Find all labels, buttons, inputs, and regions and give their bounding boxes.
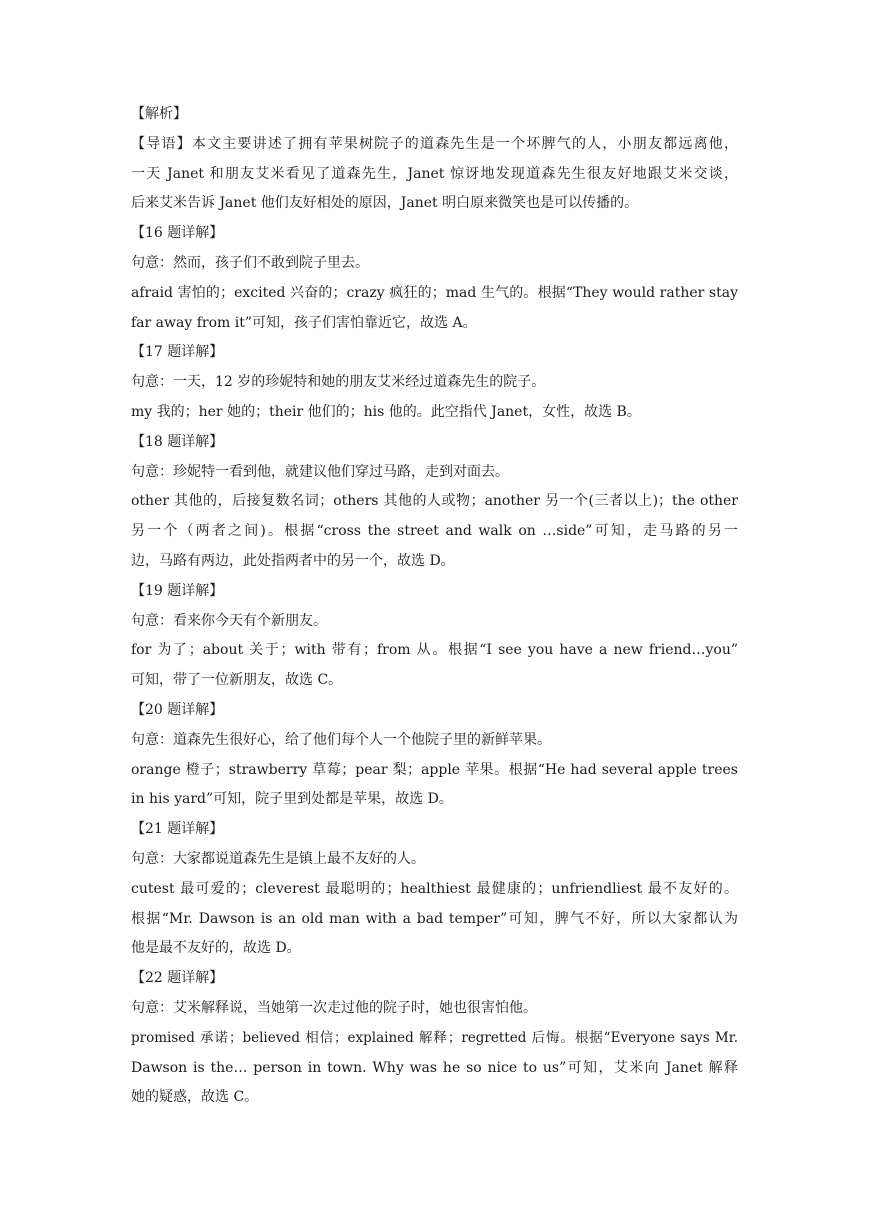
q16-heading: 【16 题详解】 xyxy=(131,225,224,242)
q20-meaning: 句意：道森先生很好心，给了他们每个人一个他院子里的新鲜苹果。 xyxy=(131,731,551,748)
q16-meaning: 句意：然而，孩子们不敢到院子里去。 xyxy=(131,254,369,271)
q20-explanation-line: orange 橙子；strawberry 草莓；pear 梨；apple 苹果。根据“He had several apple trees xyxy=(131,761,738,778)
q17-meaning: 句意：一天，12 岁的珍妮特和她的朋友艾米经过道森先生的院子。 xyxy=(131,374,546,391)
q22-explanation-line: promised 承诺；believed 相信；explained 解释；regretted 后悔。根据“Everyone says Mr. xyxy=(131,1029,738,1046)
q17-heading: 【17 题详解】 xyxy=(131,344,224,361)
q22-explanation-line: 她的疑惑，故选 C。 xyxy=(131,1089,259,1106)
q19-meaning: 句意：看来你今天有个新朋友。 xyxy=(131,612,327,629)
q20-heading: 【20 题详解】 xyxy=(131,701,224,718)
q20-explanation-line: in his yard”可知，院子里到处都是苹果，故选 D。 xyxy=(131,791,453,808)
q21-explanation-line: cutest 最可爱的；cleverest 最聪明的；healthiest 最健康的；unfriendliest 最不友好的。 xyxy=(131,880,738,897)
q22-meaning: 句意：艾米解释说，当她第一次走过他的院子时，她也很害怕他。 xyxy=(131,999,537,1016)
q17-explanation-line: my 我的；her 她的；their 他们的；his 他的。此空指代 Janet，女性，故选 B。 xyxy=(131,403,641,420)
q16-explanation-line: far away from it”可知，孩子们害怕靠近它，故选 A。 xyxy=(131,314,477,331)
q21-heading: 【21 题详解】 xyxy=(131,821,224,838)
q19-explanation-line: for 为了；about 关于；with 带有；from 从。根据“I see you have a new friend…you” xyxy=(131,642,738,659)
intro-paragraph-line: 后来艾米告诉 Janet 他们友好相处的原因，Janet 明白原来微笑也是可以传播的。 xyxy=(131,195,639,212)
q22-explanation-line: Dawson is the… person in town. Why was he so nice to us”可知，艾米向 Janet 解释 xyxy=(131,1059,738,1076)
analysis-heading: 【解析】 xyxy=(131,106,187,122)
q18-explanation-line: 另一个（两者之间)。根据“cross the street and walk on …side”可知，走马路的另一 xyxy=(131,523,738,540)
q18-explanation-line: 边，马路有两边，此处指两者中的另一个，故选 D。 xyxy=(131,552,455,569)
intro-paragraph-line: 一天 Janet 和朋友艾米看见了道森先生，Janet 惊讶地发现道森先生很友好地跟艾米交谈， xyxy=(131,165,738,182)
q18-heading: 【18 题详解】 xyxy=(131,433,224,450)
q19-explanation-line: 可知，带了一位新朋友，故选 C。 xyxy=(131,672,343,689)
document-body xyxy=(131,100,738,1113)
intro-paragraph-line: 【导语】本文主要讲述了拥有苹果树院子的道森先生是一个坏脾气的人，小朋友都远离他， xyxy=(131,135,738,152)
q21-meaning: 句意：大家都说道森先生是镇上最不友好的人。 xyxy=(131,850,425,867)
q21-explanation-line: 他是最不友好的，故选 D。 xyxy=(131,940,301,957)
q19-heading: 【19 题详解】 xyxy=(131,582,224,599)
q16-explanation-line: afraid 害怕的；excited 兴奋的；crazy 疯狂的；mad 生气的。根据“They would rather stay xyxy=(131,284,738,301)
q22-heading: 【22 题详解】 xyxy=(131,970,224,987)
q18-meaning: 句意：珍妮特一看到他，就建议他们穿过马路，走到对面去。 xyxy=(131,463,509,480)
q18-explanation-line: other 其他的，后接复数名词；others 其他的人或物；another 另一个(三者以上)；the other xyxy=(131,493,738,510)
q21-explanation-line: 根据“Mr. Dawson is an old man with a bad temper”可知，脾气不好，所以大家都认为 xyxy=(131,910,738,927)
